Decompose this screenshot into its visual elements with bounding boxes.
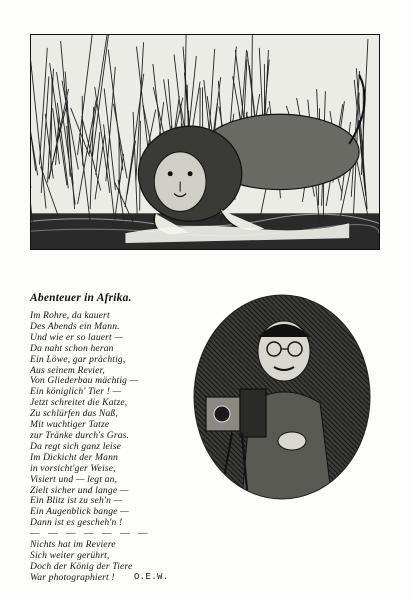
poem-line: zur Tränke durch's Gras. [30, 429, 130, 441]
photographer-with-camera-icon [192, 293, 372, 501]
author-signature: O.E.W. [134, 572, 169, 582]
poem-line: Im Dickicht der Mann [30, 451, 118, 463]
poem-line: Ein königlich' Tier ! — [30, 386, 122, 398]
poem-line: Zielt sicher und lange — [30, 484, 129, 496]
poem-line: Visiert und — legt an, [30, 473, 118, 485]
poem-line: Sich weiter gerührt, [30, 549, 110, 561]
poem-line: Von Gliederbau mächtig — [30, 375, 139, 387]
poem-line: Im Rohre, da kauert [30, 310, 110, 321]
photographer-illustration [192, 293, 372, 501]
lion-in-grass-icon [31, 35, 379, 249]
poem-line: Doch der König der Tiere [30, 560, 133, 572]
poem-line: Jetzt schreitet die Katze, [30, 397, 128, 409]
poem-text [30, 311, 200, 584]
poem-line: Aus seinem Revier, [30, 364, 105, 376]
poem-line: Und wie er so lauert — [30, 331, 124, 343]
poem-line: Zu schlürfen das Naß, [30, 408, 118, 420]
poem-line: Mit wuchtiger Tatze [30, 419, 110, 431]
poem-line: Dann ist es gescheh'n ! [30, 517, 123, 529]
lion-illustration [30, 34, 380, 250]
poem-line: War photographiert ! [30, 571, 115, 583]
poem-title: Abenteuer in Afrika. [30, 292, 132, 304]
poem-line: — — — — — — — [30, 528, 151, 540]
poem-line: in vorsicht'ger Weise, [30, 462, 116, 474]
poem-line: Ein Löwe, gar prächtig, [30, 353, 126, 365]
poem-line: Ein Blitz ist zu seh'n — [30, 495, 123, 507]
poem-line: Ein Augenblick bange — [30, 506, 129, 518]
poem-line: Da naht schon heran [30, 342, 114, 354]
poem-line: Des Abends ein Mann. [30, 320, 120, 332]
poem-line: Nichts hat im Reviere [30, 539, 116, 551]
poem-line: Da regt sich ganz leise [30, 440, 122, 452]
